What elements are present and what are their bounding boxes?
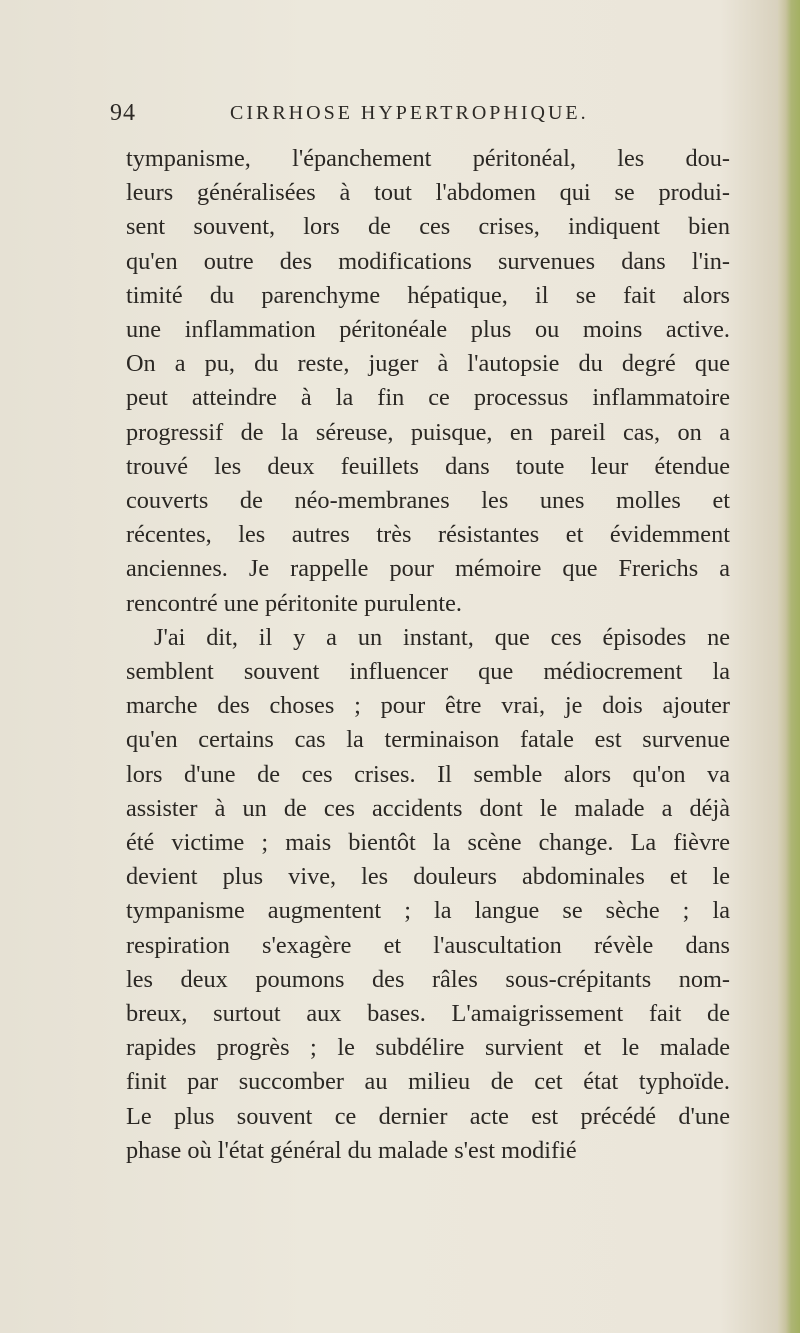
text-line: peut atteindre à la fin ce processus inflammatoire [126, 384, 730, 412]
text-line: On a pu, du reste, juger à l'autopsie du degré que [126, 350, 730, 378]
page-header [110, 100, 750, 140]
text-line: semblent souvent influencer que médiocrement la [126, 658, 730, 686]
text-line: phase où l'état général du malade s'est modifié [126, 1136, 577, 1164]
text-line: trouvé les deux feuillets dans toute leur étendue [126, 452, 730, 480]
paragraph-1 [126, 142, 730, 621]
text-line: lors d'une de ces crises. Il semble alors qu'on va [126, 760, 730, 788]
page-number: 94 [110, 100, 136, 126]
text-line: finit par succomber au milieu de cet état typhoïde. [126, 1068, 730, 1096]
text-line: marche des choses ; pour être vrai, je dois ajouter [126, 692, 730, 720]
text-line: une inflammation péritonéale plus ou moins active. [126, 316, 730, 344]
text-line: breux, surtout aux bases. L'amaigrissement fait de [126, 1000, 730, 1028]
text-line: respiration s'exagère et l'auscultation révèle dans [126, 931, 730, 959]
text-line: timité du parenchyme hépatique, il se fait alors [126, 281, 730, 309]
text-line: qu'en outre des modifications survenues dans l'in- [126, 247, 730, 275]
text-line: tympanisme augmentent ; la langue se sèche ; la [126, 897, 730, 925]
text-line: devient plus vive, les douleurs abdominales et le [126, 863, 730, 891]
text-line: qu'en certains cas la terminaison fatale est survenue [126, 726, 730, 754]
page-edge [778, 0, 800, 1333]
text-line: progressif de la séreuse, puisque, en pareil cas, on a [126, 418, 730, 446]
text-line: les deux poumons des râles sous-crépitants nom- [126, 965, 730, 993]
text-line: récentes, les autres très résistantes et évidemment [126, 521, 730, 549]
text-line: sent souvent, lors de ces crises, indiquent bien [126, 213, 730, 241]
text-line: J'ai dit, il y a un instant, que ces épisodes ne [154, 623, 730, 651]
text-line: rapides progrès ; le subdélire survient et le malade [126, 1034, 730, 1062]
text-line: couverts de néo-membranes les unes molles et [126, 487, 730, 515]
running-title: CIRRHOSE HYPERTROPHIQUE. [230, 102, 589, 124]
paragraph-2 [126, 621, 730, 1168]
text-line: assister à un de ces accidents dont le malade a déjà [126, 794, 730, 822]
text-line: rencontré une péritonite purulente. [126, 589, 462, 617]
text-line: été victime ; mais bientôt la scène change. La fièvre [126, 829, 730, 857]
text-line: leurs généralisées à tout l'abdomen qui se produi- [126, 179, 730, 207]
text-line: Le plus souvent ce dernier acte est précédé d'une [126, 1102, 730, 1130]
body-text [126, 142, 730, 1168]
text-line: anciennes. Je rappelle pour mémoire que Frerichs a [126, 555, 730, 583]
text-line: tympanisme, l'épanchement péritonéal, les dou- [126, 145, 730, 172]
